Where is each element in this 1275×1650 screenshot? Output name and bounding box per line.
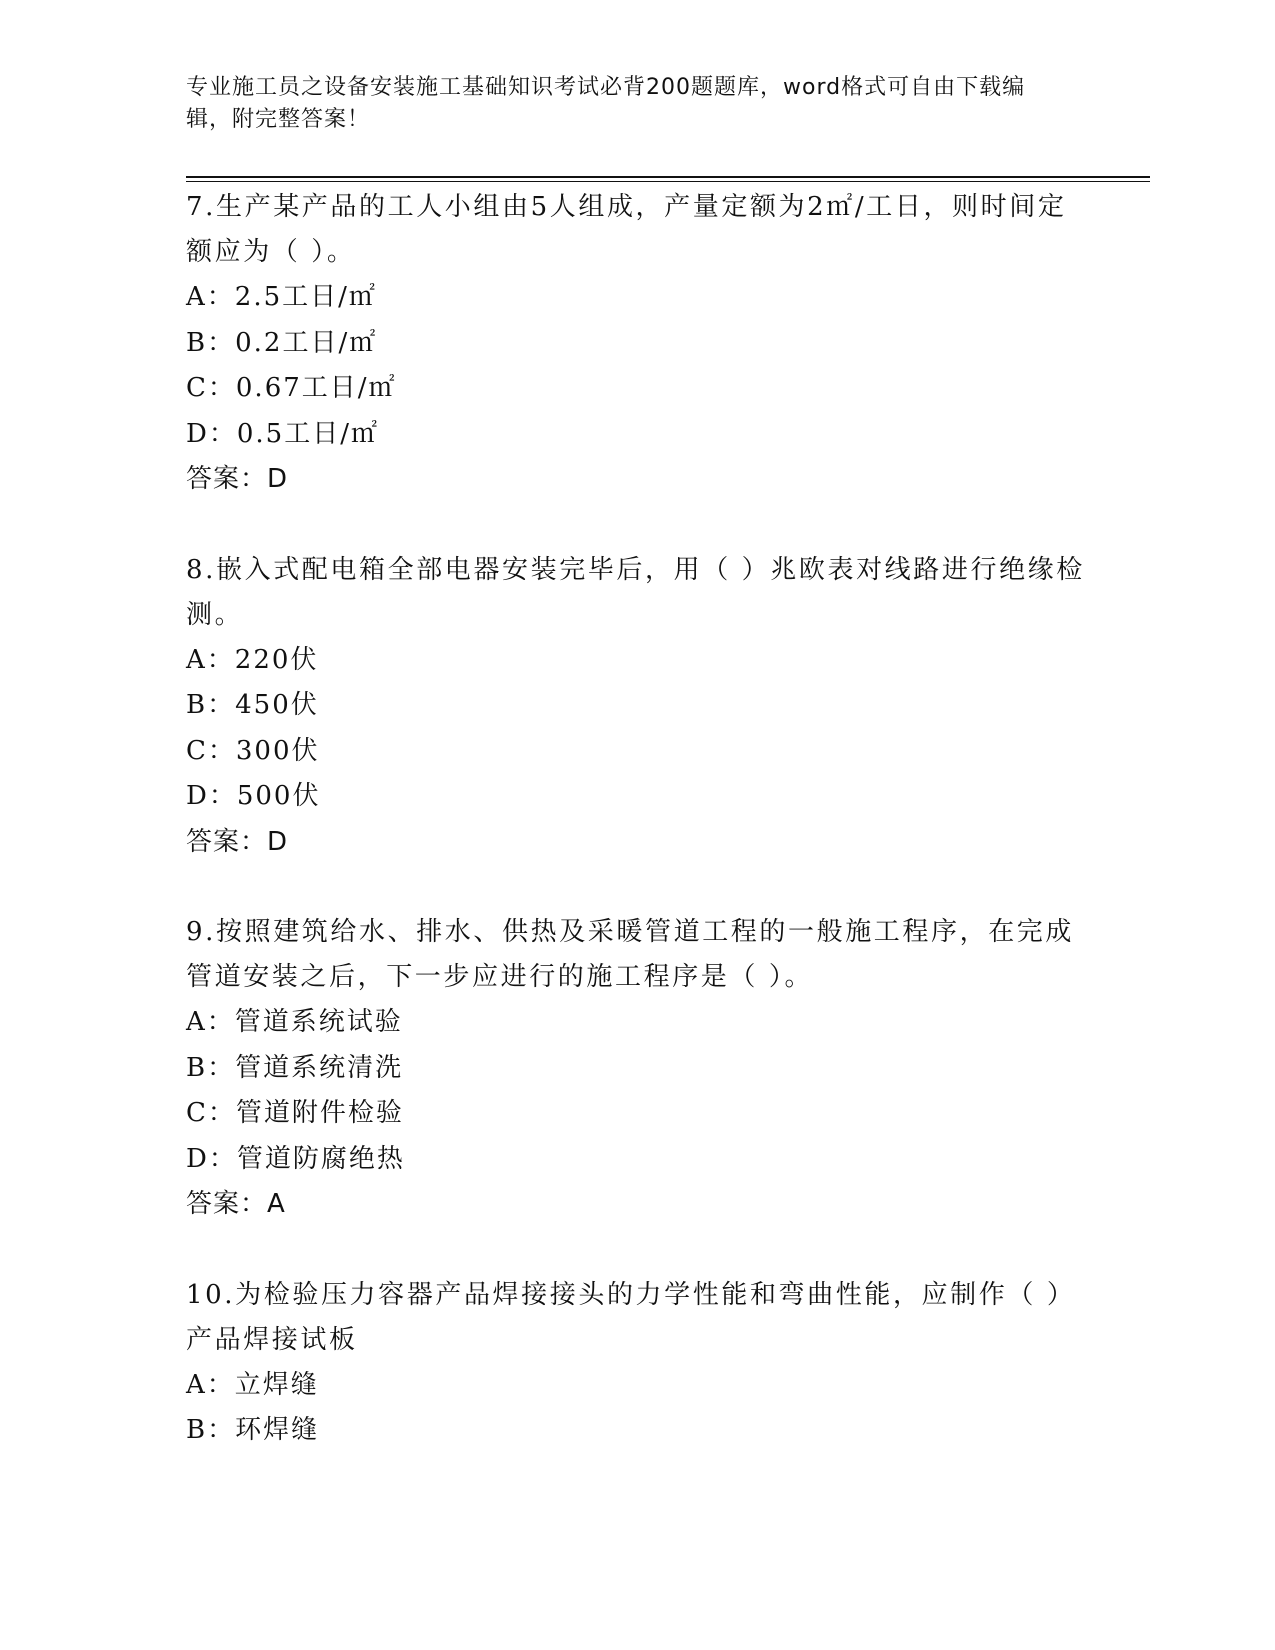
question-7 (186, 185, 1086, 503)
question-10 (186, 1273, 1086, 1454)
question-8 (186, 548, 1086, 866)
option-b: B：管道系统清洗 (186, 1052, 404, 1083)
option-a: A：管道系统试验 (186, 1007, 403, 1037)
option-c: C：0.67工日/㎡ (186, 373, 397, 403)
option-a: A：立焊缝 (186, 1369, 319, 1400)
question-stem: 7.生产某产品的工人小组由5人组成，产量定额为2㎡/工日，则时间定额应为（ ）。 (186, 192, 1067, 267)
answer: 答案：D (186, 826, 289, 857)
option-c: C：管道附件检验 (186, 1098, 404, 1128)
option-b: B：0.2工日/㎡ (186, 327, 378, 358)
option-c: C：300伏 (186, 735, 320, 766)
option-d: D：0.5工日/㎡ (186, 418, 379, 449)
question-stem: 10.为检验压力容器产品焊接接头的力学性能和弯曲性能，应制作（ ）产品焊接试板 (186, 1279, 1076, 1355)
option-b: B：环焊缝 (186, 1415, 320, 1445)
option-b: B：450伏 (186, 690, 319, 720)
option-a: A：220伏 (186, 644, 319, 675)
question-stem: 9.按照建筑给水、排水、供热及采暖管道工程的一般施工程序，在完成管道安装之后，下一步应进行的施工程序是（ ）。 (186, 917, 1075, 992)
question-9 (186, 910, 1086, 1228)
question-stem: 8.嵌入式配电箱全部电器安装完毕后，用（ ）兆欧表对线路进行绝缘检测。 (186, 554, 1085, 630)
answer: 答案：D (186, 464, 289, 494)
question-list (186, 185, 1086, 1454)
option-d: D：管道防腐绝热 (186, 1143, 405, 1174)
header-divider (186, 176, 1150, 178)
option-a: A：2.5工日/㎡ (186, 282, 377, 312)
option-d: D：500伏 (186, 781, 321, 811)
document-header: 专业施工员之设备安装施工基础知识考试必背200题题库，word格式可自由下载编辑，附完整答案！ (186, 75, 1026, 132)
answer: 答案：A (186, 1189, 286, 1219)
